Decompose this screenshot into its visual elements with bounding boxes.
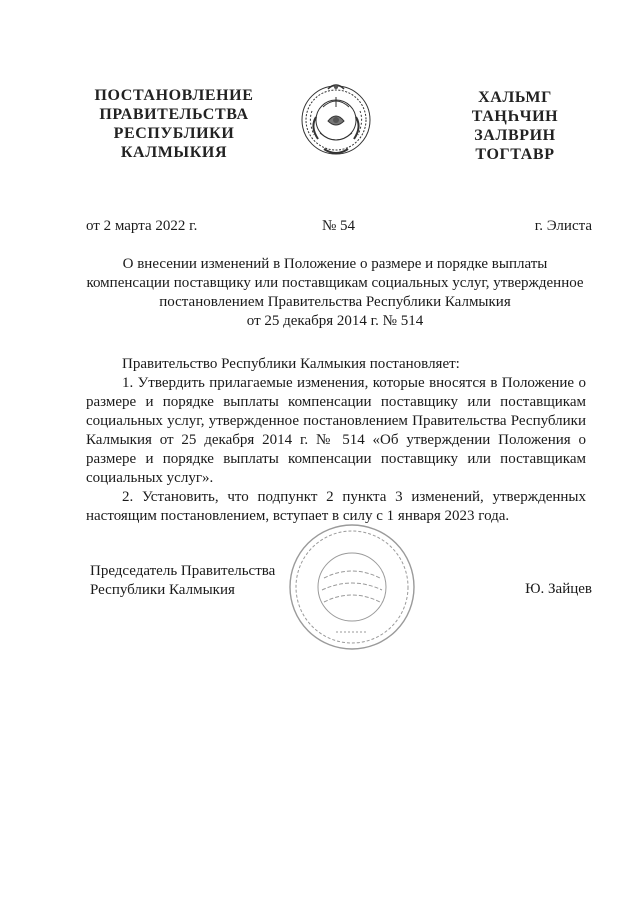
title-line: от 25 декабря 2014 г. № 514 [246,313,424,329]
header-left-line: КАЛМЫКИЯ [120,144,228,161]
decree-number: № 54 [322,218,356,234]
coat-of-arms-icon [298,77,374,163]
title-line: О внесении изменений в Положение о размере и порядке выплаты [122,256,548,272]
body-paragraph: 2. Установить, что подпункт 2 пункта 3 изменений, утвержденных настоящим постановлением, вступает в силу с 1 января 2023 года. [86,489,586,524]
body-intro: Правительство Республики Калмыкия постановляет: [122,356,460,372]
decree-body [86,355,586,526]
signatory-role [90,562,275,600]
signatory-role-line: Республики Калмыкия [90,582,235,598]
header-right-line: ТОГТАВР [475,146,555,163]
header-left-title [94,86,254,162]
header-right-line: ТАҢҺЧИН [471,108,559,125]
header-right-title [452,88,578,164]
header-left-line: ПРАВИТЕЛЬСТВА [99,106,249,123]
header-left-line: РЕСПУБЛИКИ [113,125,235,142]
signatory-name: Ю. Зайцев [525,581,592,597]
header-left-line: ПОСТАНОВЛЕНИЕ [94,87,254,104]
official-stamp-icon [284,520,420,654]
decree-city: г. Элиста [534,218,592,234]
decree-date: от 2 марта 2022 г. [86,218,198,234]
title-line: компенсации поставщику или поставщикам социальных услуг, утвержденное [86,275,584,291]
header-right-line: ХАЛЬМГ [478,89,552,106]
body-paragraph: 1. Утвердить прилагаемые изменения, которые вносятся в Положение о размере и порядке выплаты компенсации поставщику или поставщикам социальных услуг, утвержденное постановлением Правительства Республики Калмыкия от 25 декабря 2014 г. № 514 «Об утверждении Положения о размере и порядке выплаты компенсации поставщику или поставщикам социальных услуг». [86,375,586,486]
title-line: постановлением Правительства Республики Калмыкия [159,294,511,310]
decree-title [84,255,586,331]
signatory-role-line: Председатель Правительства [90,563,276,579]
header-right-line: ЗАЛВРИН [474,127,556,144]
